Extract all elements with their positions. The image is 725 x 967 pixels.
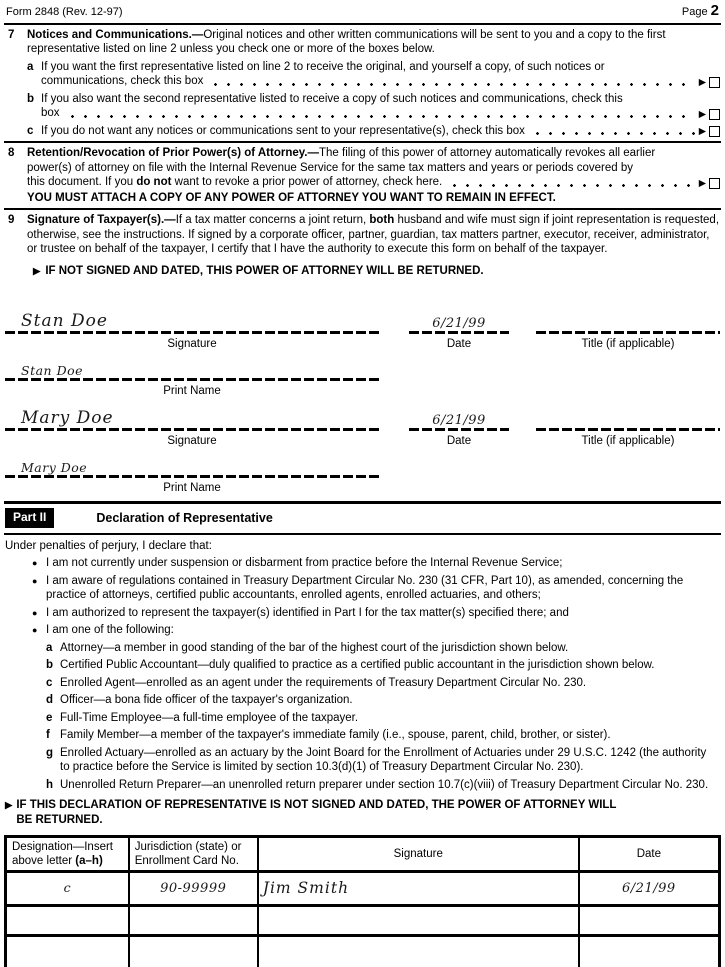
- taxpayer1-print-name-value[interactable]: Stan Doe: [21, 362, 84, 378]
- taxpayer2-date-value[interactable]: 6/21/99: [432, 413, 486, 428]
- title-label: Title (if applicable): [581, 338, 675, 350]
- declaration-warning: ▶ IF THIS DECLARATION OF REPRESENTATIVE IS NOT SIGNED AND DATED, THE POWER OF ATTORNEY WILL BE RETURNED.: [5, 799, 617, 826]
- representative-row-2: [6, 906, 720, 936]
- arrow-right-icon: ▶: [33, 265, 41, 277]
- designation-column-header: Designation—Insert above letter (a–h): [6, 837, 129, 872]
- designation-cell[interactable]: c: [63, 880, 72, 896]
- representative-row-1: [6, 872, 720, 906]
- bullet-icon: ●: [32, 575, 38, 586]
- designation-item-b: b Certified Public Accountant—duly qualified to practice as a certified public accountant in the jurisdiction shown below.: [46, 659, 655, 671]
- representative-row-3: [6, 936, 720, 967]
- section-7-heading: Notices and Communications.—Original notices and other written communications will be sent to you and a copy to the first representative listed on line 2 unless you check one or more of the boxes below.: [27, 28, 666, 55]
- bullet-icon: ●: [32, 625, 38, 635]
- bullet-icon: ●: [32, 558, 38, 568]
- page-number: 2: [710, 2, 719, 19]
- date-cell[interactable]: 6/21/99: [622, 880, 676, 896]
- part-2-badge: Part II: [5, 508, 54, 528]
- declaration-bullet: ● I am aware of regulations contained in Treasury Department Circular No. 230 (31 CFR, Part 10), as amended, concerning the practice of attorneys, certified public accountants, enrolled agents, enrolled actuaries, and others;: [32, 574, 684, 601]
- designation-item-d: d Officer—a bona fide officer of the taxpayer's organization.: [46, 694, 353, 706]
- signature-cell[interactable]: Jim Smith: [262, 879, 350, 897]
- date-column-header: Date: [579, 837, 720, 872]
- dotted-leader: [452, 183, 694, 188]
- title-label: Title (if applicable): [581, 435, 675, 447]
- taxpayer1-signature-row: [5, 310, 720, 352]
- section-8-revocation: [4, 141, 721, 208]
- date-label: Date: [446, 435, 472, 447]
- declaration-bullet: ● I am not currently under suspension or disbarment from practice before the Internal Revenue Service;: [32, 557, 563, 569]
- declaration-intro: Under penalties of perjury, I declare that:: [5, 539, 212, 552]
- page-indicator: Page 2: [681, 2, 719, 19]
- section-9-number: 9: [8, 214, 15, 226]
- representative-table: [4, 835, 721, 967]
- bullet-icon: ●: [32, 607, 38, 618]
- designation-item-e: e Full-Time Employee—a full-time employee of the taxpayer.: [46, 711, 359, 724]
- declaration-bullet: ● I am one of the following:: [32, 624, 174, 636]
- designation-item-g: g Enrolled Actuary—enrolled as an actuary by the Joint Board for the Enrollment of Actuaries under 29 U.S.C. 1242 (the authority to practice before the Service is limited by section 10.3(d)(1) of Treasury Department Circular No. 230).: [46, 746, 707, 773]
- form-revision-label: Form 2848 (Rev. 12-97): [6, 6, 123, 18]
- designation-item-h: h Unenrolled Return Preparer—an unenrolled return preparer under section 10.7(c)(viii) of Treasury Department Circular No. 230.: [46, 778, 709, 791]
- print-name-label: Print Name: [163, 384, 221, 397]
- taxpayer1-signature-value[interactable]: Stan Doe: [21, 311, 108, 331]
- arrow-right-icon: ▶: [698, 126, 706, 137]
- jurisdiction-cell[interactable]: 90-99999: [160, 880, 227, 896]
- notices-original-checkbox[interactable]: [709, 77, 720, 88]
- taxpayer2-print-name-value[interactable]: Mary Doe: [21, 459, 88, 475]
- table-header-row: [6, 837, 720, 872]
- declaration-bullet: ● I am authorized to represent the taxpayer(s) identified in Part I for the tax matter(s) specified there; and: [32, 606, 569, 619]
- section-9-body: Signature of Taxpayer(s).—If a tax matter concerns a joint return, both husband and wife must sign if joint representation is requested, otherwise, see the instructions. If signed by a corporate officer, partner, guardian, tax matters partner, executor, receiver, administrator, or trustee on behalf of the taxpayer, I certify that I have the authority to execute this form on behalf of the taxpayer.: [27, 214, 720, 255]
- taxpayer2-signature-value[interactable]: Mary Doe: [21, 408, 114, 428]
- notices-item-b: b If you also want the second representative listed to receive a copy of such notices and communications, check this box ▶: [27, 92, 720, 121]
- taxpayer-signature-area: [4, 310, 721, 495]
- arrow-right-icon: ▶: [5, 800, 13, 811]
- retain-prior-poa-checkbox[interactable]: [709, 178, 720, 189]
- section-8-line-1: Retention/Revocation of Prior Power(s) of Attorney.—The filing of this power of attorney automatically revokes all earlier: [27, 147, 656, 159]
- taxpayer2-signature-row: [5, 407, 720, 449]
- print-name-label: Print Name: [163, 481, 221, 494]
- signature-column-header: Signature: [258, 837, 579, 872]
- part-2-header: [4, 501, 721, 535]
- taxpayer1-print-name-row: [5, 362, 720, 399]
- dotted-leader: [213, 82, 694, 87]
- arrow-right-icon: ▶: [698, 177, 706, 189]
- page-header: [4, 0, 721, 25]
- notices-item-c: c If you do not want any notices or communications sent to your representative(s), check this box ▶: [27, 124, 720, 139]
- section-9-signature: [4, 208, 721, 283]
- designation-item-c: c Enrolled Agent—enrolled as an agent under the requirements of Treasury Department Circular No. 230.: [46, 676, 587, 689]
- attach-copy-warning: YOU MUST ATTACH A COPY OF ANY POWER OF ATTORNEY YOU WANT TO REMAIN IN EFFECT.: [27, 191, 556, 204]
- signature-label: Signature: [167, 338, 217, 350]
- taxpayer2-print-name-row: [5, 459, 720, 496]
- declaration-section: [4, 535, 721, 828]
- designation-item-a: a Attorney—a member in good standing of the bar of the highest court of the jurisdiction shown below.: [46, 641, 569, 654]
- section-8-check-line: this document. If you do not want to revoke a prior power of attorney, check here. ▶: [27, 175, 720, 190]
- notices-none-checkbox[interactable]: [709, 126, 720, 137]
- notices-item-a: a If you want the first representative listed on line 2 to receive the original, and yourself a copy, of such notices or communications, check this box ▶: [27, 60, 720, 89]
- section-8-line-2: power(s) of attorney on file with the Internal Revenue Service for the same tax matters and years or periods covered by: [27, 161, 633, 174]
- taxpayer1-date-value[interactable]: 6/21/99: [432, 316, 486, 331]
- arrow-right-icon: ▶: [698, 76, 706, 88]
- signature-label: Signature: [167, 435, 217, 447]
- designation-item-f: f Family Member—a member of the taxpayer's immediate family (i.e., spouse, parent, child, brother, or sister).: [46, 729, 611, 741]
- section-7-notices: [4, 25, 721, 142]
- date-label: Date: [446, 338, 472, 350]
- dotted-leader: [535, 131, 695, 136]
- notices-second-rep-checkbox[interactable]: [709, 109, 720, 120]
- not-signed-warning: ▶ IF NOT SIGNED AND DATED, THIS POWER OF ATTORNEY WILL BE RETURNED.: [33, 264, 484, 277]
- jurisdiction-column-header: Jurisdiction (state) or Enrollment Card No.: [129, 837, 258, 872]
- dotted-leader: [70, 114, 695, 119]
- section-8-number: 8: [8, 147, 15, 159]
- section-7-number: 7: [8, 28, 15, 41]
- part-2-title: Declaration of Representative: [96, 510, 273, 525]
- arrow-right-icon: ▶: [698, 108, 706, 120]
